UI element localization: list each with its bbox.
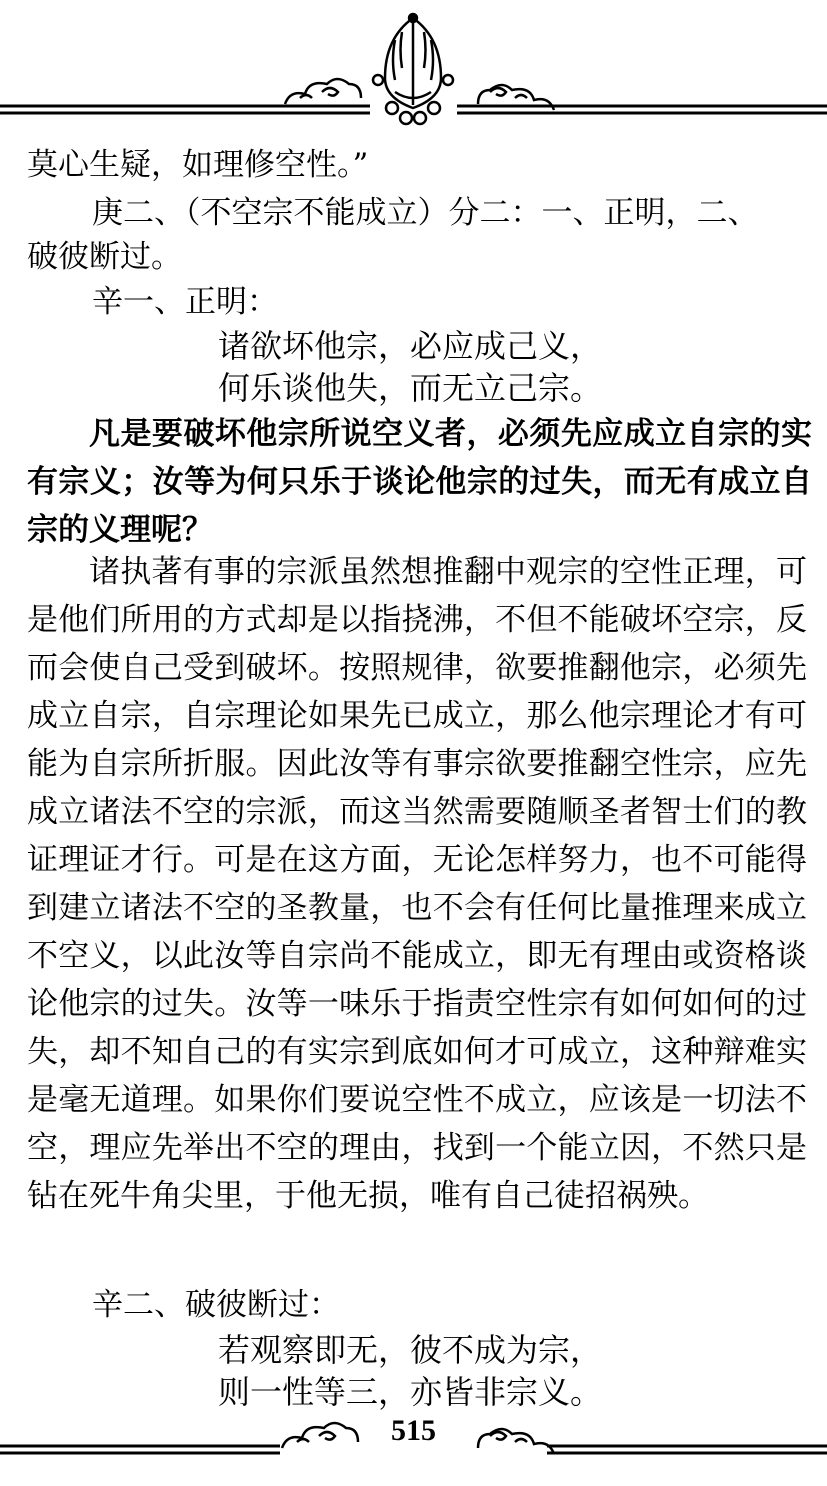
bold-commentary-paragraph: 凡是要破坏他宗所说空义者，必须先应成立自宗的实有宗义；汝等为何只乐于谈论他宗的过失，而无有成立自宗的义理呢？ xyxy=(27,416,812,548)
verse-one-line-two: 何乐谈他失，而无立己宗。 xyxy=(218,369,603,407)
verse-two-line-two: 则一性等三，亦皆非宗义。 xyxy=(218,1373,603,1411)
heading-xin-two: 辛二、破彼断过： xyxy=(92,1287,340,1323)
verse-one-line-one: 诸欲坏他宗，必应成己义， xyxy=(218,327,603,365)
heading-geng-two-continued: 破彼断过。 xyxy=(27,239,182,275)
cloud-left-icon xyxy=(285,79,361,104)
praying-hands-icon xyxy=(373,14,453,124)
header-ornament xyxy=(0,0,827,140)
body-commentary-paragraph: 诸执著有事的宗派虽然想推翻中观宗的空性正理，可是他们所用的方式却是以指挠沸，不但不能破坏空宗，反而会使自己受到破坏。按照规律，欲要推翻他宗，必须先成立自宗，自宗理论如果先已成立，那么他宗理论才有可能为自宗所折服。因此汝等有事宗欲要推翻空性宗，应先成立诸法不空的宗派，而这当然需要随顺圣者智士们的教证理证才行。可是在这方面，无论怎样努力，也不可能得到建立诸法不空的圣教量，也不会有任何比量推理来成立不空义，以此汝等自宗尚不能成立，即无有理由或资格谈论他宗的过失。汝等一味乐于指责空性宗有如何如何的过失，却不知自己的有实宗到底如何才可成立，这种辩难实是毫无道理。如果你们要说空性不成立，应该是一切法不空，理应先举出不空的理由，找到一个能立因，不然只是钻在死牛角尖里，于他无损，唯有自己徒招祸殃。 xyxy=(27,554,807,1214)
verse-two-line-one: 若观察即无，彼不成为宗， xyxy=(218,1331,603,1369)
continued-quote-line: 莫心生疑，如理修空性。” xyxy=(27,147,369,183)
body-commentary xyxy=(27,548,807,1220)
page-number: 515 xyxy=(391,1414,436,1447)
bold-commentary xyxy=(27,410,812,554)
heading-geng-two: 庚二、（不空宗不能成立）分二：一、正明，二、 xyxy=(92,195,759,231)
heading-xin-one: 辛一、正明： xyxy=(92,284,278,320)
